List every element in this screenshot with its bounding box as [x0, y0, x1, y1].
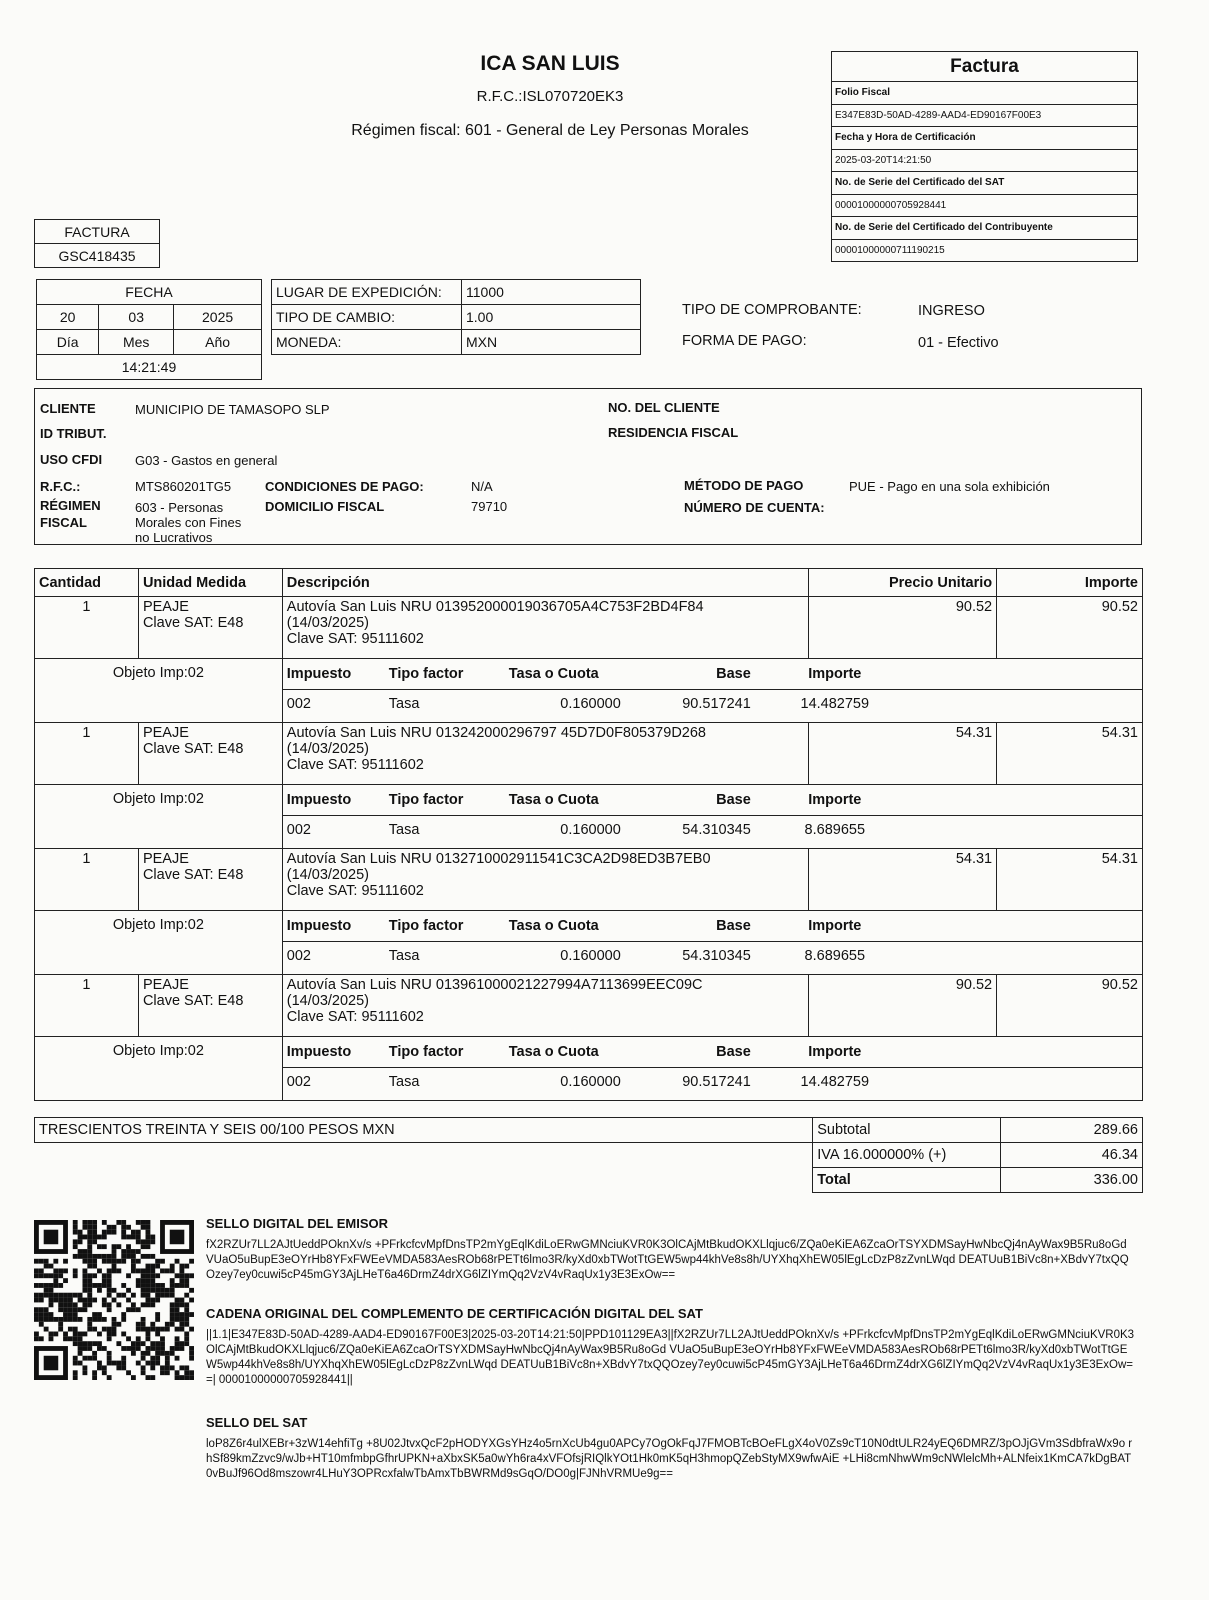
contrib-serial-value: 00001000000711190215	[832, 239, 1138, 262]
lugar-label: LUGAR DE EXPEDICIÓN:	[272, 280, 462, 305]
item-row	[35, 723, 1143, 785]
item-unidad	[138, 975, 282, 1037]
tax-h-importe: Importe	[808, 791, 862, 808]
folio-label: Folio Fiscal	[832, 82, 1138, 105]
cuenta-label: NÚMERO DE CUENTA:	[684, 500, 825, 515]
contrib-serial-label: No. de Serie del Certificado del Contribuyente	[832, 217, 1138, 240]
tax-importe: 14.482759	[755, 689, 915, 719]
item-importe: 54.31	[997, 849, 1143, 911]
sello-sat-label: SELLO DEL SAT	[206, 1415, 308, 1430]
item-cantidad: 1	[35, 975, 139, 1037]
iva-value: 46.34	[1001, 1143, 1143, 1168]
tax-base: 54.310345	[625, 941, 755, 971]
tax-h-tipo: Tipo factor	[388, 917, 464, 934]
regimen-value-1: 603 - Personas	[135, 500, 224, 515]
residencia-label: RESIDENCIA FISCAL	[608, 425, 739, 440]
metodo-label: MÉTODO DE PAGO	[684, 478, 804, 493]
tax-h-importe: Importe	[808, 917, 862, 934]
tax-tipo: Tasa	[385, 1067, 505, 1097]
doc-type-box	[34, 219, 160, 268]
no-cliente-label: NO. DEL CLIENTE	[608, 400, 720, 415]
item-desc-3: Clave SAT: 95111602	[286, 1009, 424, 1025]
item-unidad-2: Clave SAT: E48	[142, 993, 244, 1009]
tax-importe: 14.482759	[755, 1067, 915, 1097]
item-unidad-1: PEAJE	[142, 725, 189, 741]
tax-h-base: Base	[716, 1043, 751, 1060]
items-table	[34, 568, 1143, 1101]
tax-table	[283, 785, 1142, 845]
item-desc-2: (14/03/2025)	[286, 993, 370, 1009]
item-cantidad: 1	[35, 597, 139, 659]
sello-emisor-label: SELLO DIGITAL DEL EMISOR	[206, 1216, 389, 1231]
objeto-imp: Objeto Imp:02	[35, 911, 283, 975]
item-importe: 90.52	[997, 597, 1143, 659]
fecha-year: 2025	[174, 305, 262, 330]
item-desc-3: Clave SAT: 95111602	[286, 883, 424, 899]
moneda-value: MXN	[462, 330, 641, 355]
metodo-value: PUE - Pago en una sola exhibición	[849, 479, 1050, 494]
item-importe: 54.31	[997, 723, 1143, 785]
doc-number: GSC418435	[35, 244, 160, 268]
item-desc-3: Clave SAT: 95111602	[286, 631, 424, 647]
sat-serial-label: No. de Serie del Certificado del SAT	[832, 172, 1138, 195]
tax-table	[283, 659, 1142, 719]
company-name: ICA SAN LUIS	[480, 52, 620, 75]
tax-impuesto: 002	[283, 1067, 385, 1097]
tax-tipo: Tasa	[385, 689, 505, 719]
tax-tasa: 0.160000	[505, 689, 625, 719]
item-desc-1: Autovía San Luis NRU 013242000296797 45D7D0F805379D268	[286, 725, 706, 741]
tax-h-tipo: Tipo factor	[388, 791, 464, 808]
uso-cfdi-label: USO CFDI	[40, 452, 103, 467]
domicilio-value: 79710	[471, 499, 508, 514]
company-regimen: Régimen fiscal: 601 - General de Ley Personas Morales	[351, 122, 749, 139]
tax-h-base: Base	[716, 665, 751, 682]
tax-h-importe: Importe	[808, 665, 862, 682]
tax-base: 90.517241	[625, 1067, 755, 1097]
tax-h-tipo: Tipo factor	[388, 1043, 464, 1060]
item-desc-2: (14/03/2025)	[286, 741, 370, 757]
items-header-row	[35, 569, 1143, 597]
item-descripcion	[282, 975, 809, 1037]
sello-sat-value: loP8Z6r4ulXEBr+3zW14ehfiTg +8U02JtvxQcF2pHODYXGsYHz4o5rnXcUb4gu0APCy7OgOkFqJ7FMOBTcBOeFLgX4oV0Zs9cT10N0dtULR24yEQ6DMRZ/3pOJjGVm3SdbfraWx9o rhSf89kmZzvc9/wJb+HT10mfmbpGfhrUPKN+aXbxSK5a0wYh6ra4xVFOfsjRIQlkYOt1Hk0mK5qH3hmopQZebStyMX9wfwAiE +LHi8cmNhwWm9cNWlelcMh+ALNfeix1KmCA7kDgBAT0vBuJf96Od8mszowr4LHuY3OPRcxfalwTbAmxTbBWRMd9sGqO/DO0g|FJNhVRMUe9g==	[206, 1438, 1133, 1480]
condiciones-value: N/A	[471, 479, 493, 494]
item-importe: 90.52	[997, 975, 1143, 1037]
moneda-label: MONEDA:	[272, 330, 462, 355]
tax-importe: 8.689655	[755, 815, 915, 845]
tax-h-impuesto: Impuesto	[286, 665, 352, 682]
tax-h-impuesto: Impuesto	[286, 791, 352, 808]
doc-type: FACTURA	[35, 220, 160, 244]
fecha-month: 03	[99, 305, 174, 330]
expedicion-box	[271, 279, 641, 355]
tax-tipo: Tasa	[385, 941, 505, 971]
tax-h-impuesto: Impuesto	[286, 1043, 352, 1060]
tax-h-tasa: Tasa o Cuota	[508, 665, 599, 682]
tax-table	[283, 911, 1142, 971]
folio-value: E347E83D-50AD-4289-AAD4-ED90167F00E3	[832, 104, 1138, 127]
item-unidad-1: PEAJE	[142, 977, 189, 993]
tax-h-tasa: Tasa o Cuota	[508, 917, 599, 934]
factura-title: Factura	[832, 52, 1138, 82]
tax-h-base: Base	[716, 791, 751, 808]
iva-label: IVA 16.000000% (+)	[813, 1143, 1001, 1168]
tax-table	[283, 1037, 1142, 1097]
col-precio: Precio Unitario	[809, 569, 997, 597]
item-desc-1: Autovía San Luis NRU 013961000021227994A7113699EEC09C	[286, 977, 703, 993]
cert-date-label: Fecha y Hora de Certificación	[832, 127, 1138, 150]
qr-code-icon	[34, 1220, 194, 1380]
tax-base: 90.517241	[625, 689, 755, 719]
item-descripcion	[282, 723, 809, 785]
item-unidad-1: PEAJE	[142, 599, 189, 615]
tax-importe: 8.689655	[755, 941, 915, 971]
col-importe: Importe	[997, 569, 1143, 597]
objeto-imp: Objeto Imp:02	[35, 785, 283, 849]
tax-h-tipo: Tipo factor	[388, 665, 464, 682]
fecha-box	[36, 279, 262, 380]
item-row	[35, 849, 1143, 911]
item-unidad	[138, 597, 282, 659]
company-rfc: R.F.C.:ISL070720EK3	[476, 88, 624, 105]
item-tax-row	[35, 785, 1143, 849]
tipo-comprobante-value: INGRESO	[918, 303, 985, 319]
fecha-month-label: Mes	[99, 330, 174, 355]
item-precio: 54.31	[809, 723, 997, 785]
col-descripcion: Descripción	[282, 569, 809, 597]
fecha-year-label: Año	[174, 330, 262, 355]
total-label: Total	[813, 1168, 1001, 1193]
item-descripcion	[282, 597, 809, 659]
item-row	[35, 597, 1143, 659]
item-desc-1: Autovía San Luis NRU 0132710002911541C3CA2D98ED3B7EB0	[286, 851, 711, 867]
cadena-original-value: ||1.1|E347E83D-50AD-4289-AAD4-ED90167F00E3|2025-03-20T14:21:50|PPD101129EA3||fX2RZUr7LL2AJtUeddPOknXv/s +PFrkcfcvMpfDnsTP2mYgEqlKdiLoERwGMNciuKVR0K3OlCAjMtBkudOKXLlqjuc6/ZQa0eKiEA6ZcaOrTSYXDMSayHwNbcQj4nAyWax9B5Ru8oGd VUaO5uBupE3eOYrHb8YFxFWEeVMDA583AesROb68rPETt6lmo3R/kyXd0xbTWotTtGEW5wp44khVe8s8h/UYXhqXhEW05lEgLcDzP8zZvnLWqd DEATUuB1BiVc8n+XBdvY7txQQOzey7ey0cuwi5cP45mGY3AjLHeT6a46DrmZ4drXG6lZIYmQq2VzV4vRaqUx1y3E3ExOw==| 00001000000705928441||	[206, 1329, 1135, 1386]
fecha-day: 20	[37, 305, 99, 330]
tax-h-impuesto: Impuesto	[286, 917, 352, 934]
sat-serial-value: 00001000000705928441	[832, 194, 1138, 217]
tax-h-tasa: Tasa o Cuota	[508, 1043, 599, 1060]
uso-cfdi-value: G03 - Gastos en general	[135, 453, 278, 468]
item-tax-row	[35, 1037, 1143, 1101]
item-unidad-1: PEAJE	[142, 851, 189, 867]
lugar-value: 11000	[462, 280, 641, 305]
item-precio: 54.31	[809, 849, 997, 911]
item-cantidad: 1	[35, 723, 139, 785]
totals-table	[34, 1117, 1143, 1193]
condiciones-label: CONDICIONES DE PAGO:	[265, 479, 424, 494]
id-tribut-label: ID TRIBUT.	[40, 426, 107, 441]
fecha-day-label: Día	[37, 330, 99, 355]
tax-base: 54.310345	[625, 815, 755, 845]
regimen-value-2: Morales con Fines	[135, 515, 242, 530]
item-unidad-2: Clave SAT: E48	[142, 741, 244, 757]
item-tax-row	[35, 659, 1143, 723]
total-value: 336.00	[1001, 1168, 1143, 1193]
regimen-value-3: no Lucrativos	[135, 530, 213, 545]
fecha-label: FECHA	[37, 280, 262, 305]
item-desc-2: (14/03/2025)	[286, 615, 370, 631]
rfc-cliente-label: R.F.C.:	[40, 479, 81, 494]
item-row	[35, 975, 1143, 1037]
forma-pago-label: FORMA DE PAGO:	[682, 333, 807, 349]
tax-tasa: 0.160000	[505, 815, 625, 845]
tax-tasa: 0.160000	[505, 941, 625, 971]
sello-emisor-value: fX2RZUr7LL2AJtUeddPOknXv/s +PFrkcfcvMpfDnsTP2mYgEqlKdiLoERwGMNciuKVR0K3OlCAjMtBkudOKXLlqjuc6/ZQa0eKiEA6ZcaOrTSYXDMSayHwNbcQj4nAyWax9B5Ru8oGd VUaO5uBupE3eOYrHb8YFxFWEeVMDA583AesROb68rPETt6lmo3R/kyXd0xbTWotTtGEW5wp44khVe8s8h/UYXhqXhEW05lEgLcDzP8zZvnLWqd DEATUuB1BiVc8n+XBdvY7txQQOzey7ey0cuwi5cP45mGY3AjLHeT6a46DrmZ4drXG6lZIYmQq2VzV4vRaqUx1y3E3ExOw==	[206, 1239, 1129, 1281]
item-precio: 90.52	[809, 597, 997, 659]
tax-h-base: Base	[716, 917, 751, 934]
item-desc-2: (14/03/2025)	[286, 867, 370, 883]
fecha-time: 14:21:49	[37, 355, 262, 380]
item-cantidad: 1	[35, 849, 139, 911]
cadena-original-label: CADENA ORIGINAL DEL COMPLEMENTO DE CERTIFICACIÓN DIGITAL DEL SAT	[206, 1306, 703, 1321]
tax-impuesto: 002	[283, 815, 385, 845]
domicilio-label: DOMICILIO FISCAL	[265, 499, 385, 514]
item-desc-1: Autovía San Luis NRU 013952000019036705A4C753F2BD4F84	[286, 599, 704, 615]
item-descripcion	[282, 849, 809, 911]
cliente-label: CLIENTE	[40, 401, 96, 416]
tax-tipo: Tasa	[385, 815, 505, 845]
tax-h-tasa: Tasa o Cuota	[508, 791, 599, 808]
tax-impuesto: 002	[283, 941, 385, 971]
regimen-label-2: FISCAL	[40, 515, 87, 530]
total-letra: TRESCIENTOS TREINTA Y SEIS 00/100 PESOS MXN	[35, 1118, 813, 1143]
cambio-label: TIPO DE CAMBIO:	[272, 305, 462, 330]
rfc-cliente-value: MTS860201TG5	[135, 479, 232, 494]
item-unidad	[138, 849, 282, 911]
item-tax-row	[35, 911, 1143, 975]
subtotal-label: Subtotal	[813, 1118, 1001, 1143]
tipo-comprobante-label: TIPO DE COMPROBANTE:	[682, 302, 862, 318]
item-unidad	[138, 723, 282, 785]
tax-tasa: 0.160000	[505, 1067, 625, 1097]
item-unidad-2: Clave SAT: E48	[142, 867, 244, 883]
col-unidad: Unidad Medida	[138, 569, 282, 597]
factura-box	[831, 51, 1138, 262]
objeto-imp: Objeto Imp:02	[35, 1037, 283, 1101]
forma-pago-value: 01 - Efectivo	[918, 335, 999, 351]
item-precio: 90.52	[809, 975, 997, 1037]
tax-h-importe: Importe	[808, 1043, 862, 1060]
subtotal-value: 289.66	[1001, 1118, 1143, 1143]
tax-impuesto: 002	[283, 689, 385, 719]
cert-date-value: 2025-03-20T14:21:50	[832, 149, 1138, 172]
regimen-label-1: RÉGIMEN	[40, 498, 101, 513]
objeto-imp: Objeto Imp:02	[35, 659, 283, 723]
item-desc-3: Clave SAT: 95111602	[286, 757, 424, 773]
cliente-value: MUNICIPIO DE TAMASOPO SLP	[135, 402, 330, 417]
item-unidad-2: Clave SAT: E48	[142, 615, 244, 631]
cambio-value: 1.00	[462, 305, 641, 330]
col-cantidad: Cantidad	[35, 569, 139, 597]
